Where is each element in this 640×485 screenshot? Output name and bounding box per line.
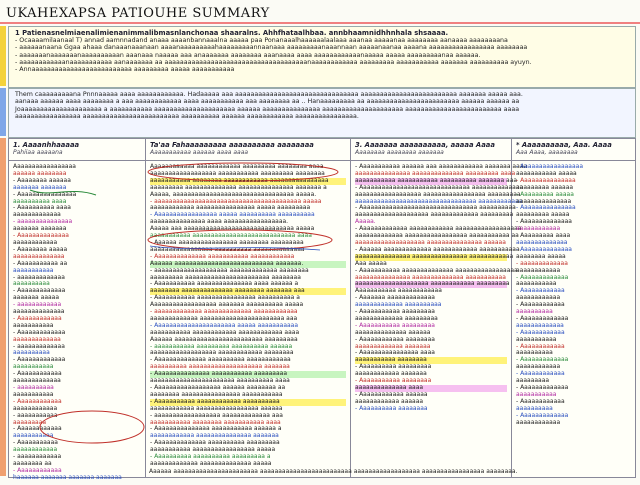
- column-4-line: - Aaaaaaaaaaaaa: [516, 314, 569, 322]
- column-2-line: aaaaaaaaaaaa aaaaaaaaaaaaaaa aaaaaaa: [150, 432, 279, 440]
- blue-line: Joaaaaaaaaaaaaaaaaaaaaa a aaaaaaaaaaa aaaaaaaaaaaaaaaaaaaaa aaaaaa aaaaaaaaaaaaaaa aaaaaaaaaaaaaaaaaaaaa aaaaaaaaaaaaaaaaaaaaaaaaa aaaa: [15, 105, 520, 113]
- column-4-line: aaaaaaaaaaa: [516, 335, 557, 343]
- column-1-line: - aaaaaaaaaaaaa: [13, 342, 65, 350]
- column-3-header: [351, 139, 511, 161]
- column-1-line: - aaaaaaaaaaa: [13, 411, 58, 419]
- column-2-line: Aaaaaaaaaaaaaaaaaa aaaaaaa aaaaaaaaaa aaaaa: [150, 301, 304, 309]
- column-2-line: - Aaaaaaaaaaa aaaaaaaaaaaaaaaa aaaaaaaaaa a: [150, 294, 300, 302]
- column-3-line: - Aaaaaaaaaaa aaaaaaaaa: [355, 308, 435, 316]
- column-1-line: aaaaaaa aaaaaaa: [13, 225, 67, 233]
- yellow-summary-section: [8, 26, 636, 88]
- column-4-line: aaaaaaaaa: [516, 377, 550, 385]
- column-4-line: aaaaaaaaaaaa: [516, 294, 561, 302]
- column-2-title: Ta'aa Fahaaaaaaaaa aaaaaaaaaa aaaaaaaa: [150, 141, 314, 149]
- column-4-line: aaaaaaaaaaaaaaa: [516, 197, 572, 205]
- column-1-line: - Aaaaaaaaaaaaaa: [13, 232, 69, 240]
- column-2-line: aaaaaaaaaaaaaaa aaaa aaaaaaaaaaaaaaaaa.: [150, 218, 289, 226]
- column-3-line: aaaaaaaaaaaa aaaaaa: [355, 397, 424, 405]
- column-1-line: aaaaaaaaaaaaa: [13, 211, 61, 219]
- column-3-line: aaaaaaaaaaaaaaaaaaaa aaaaaaaaaaaa aaaaaaaaa: [355, 280, 510, 288]
- column-2-header: [146, 139, 350, 161]
- column-4-line: - Aaaaaaaaaaaa: [516, 287, 565, 295]
- column-4-line: - Aaaaaaaaaaaa: [516, 301, 565, 309]
- column-1-line: - aaaaaaaaaaaa: [13, 301, 62, 309]
- blue-margin-strip: [0, 88, 6, 136]
- column-3-line: - Aaaaaa aaaaaaaaaaaaa aaaaaaaaaaaa aaaaaaaaaaa: [355, 245, 520, 253]
- column-4-line: aaaaaaaaa aaaaaa: [516, 183, 574, 191]
- column-1-line: - Aaaaaaaaaaa aa: [13, 259, 68, 267]
- column-3-line: aaaaaaaaaaaaaaa aaaaaaaaaaaaaa aaaaaaaaa aaaa: [355, 169, 516, 177]
- column-3-line: - Aaaaaaaaaaa aaaaaa aaa aaaaaaaaaaaa aaaaaaa aaaa: [355, 163, 528, 170]
- column-1: [9, 139, 146, 481]
- column-1-line: - Aaaaaaaaaaaa: [13, 397, 62, 405]
- column-4-line: aaaaaaaaaaaaa: [516, 321, 564, 329]
- column-4-line: - Aaaaaaaaaaaaaa: [516, 218, 572, 226]
- column-2-line: aaaaaaaaaaaaa aaaaaaaaaaaaaaaaaaaaaaa aaa: [150, 314, 298, 322]
- column-4-subtitle: Aaa Aaaa, aaaaaaaa: [516, 149, 578, 156]
- column-1-line: - Aaaaaaaaaa aaaa: [13, 204, 71, 212]
- column-2-line: - Aaaaaa aaaaaaaaaaaaaaaa aaaaaaaa aaaaaaaaa: [150, 238, 304, 246]
- column-4-line: - aaaaaaaaaaaaa: [516, 259, 568, 267]
- footer-line: Aaaaaa aaaaaaaaaaaaaaaaaaaaaaa aaaaaaaaaaaaaaaaaaaaaaaaa aaaaaaaaaaaaaaaaaa aaaaaaaaaaaaaaaaa aaaaaaaa.: [149, 467, 518, 475]
- column-1-line: aaaaaaaaaaa: [13, 321, 54, 329]
- column-1-line: aaaaaaaa aa: [13, 459, 52, 467]
- column-1-line: - Aaaaaaaaaaaa: [13, 425, 62, 433]
- column-2-line: - Aaaaaaaaaaaaaaa aaaaaaaaaaa aaaaaa a: [150, 425, 282, 433]
- column-3-line: Aaa aaaaa: [355, 259, 387, 267]
- column-2-line: Aaaaaa aaaaaaaaaaaaaaaaaaaaaaaa aaaaaaaaa: [150, 335, 298, 343]
- column-4-line: - Aaaaaaaaaaaaaaa: [516, 176, 576, 184]
- column-3-line: - Aaaaaaaaaaa aaaaaaaaa: [355, 321, 435, 329]
- column-1-line: - Aaaaaaaaaaaa: [13, 314, 62, 322]
- column-2: [146, 139, 351, 477]
- column-3-line: - Aaaaaaaaaaaaaaaa aaaa: [355, 349, 435, 357]
- column-1-header: [9, 139, 145, 161]
- column-4-line: - Aaaaaaaaaaaa: [516, 328, 565, 336]
- column-2-line: - Aaaaaaaaaaaaaa aaaaaaaaaa aaaaaaaaa: [150, 439, 280, 447]
- column-4-line: aaaaaaaaaaa: [516, 280, 557, 288]
- column-3-line: aaaaaaaaaaaaaaaaaaaa aaaaaaaaaaaaa aaaaaaaaa: [355, 211, 514, 219]
- column-1-body: [9, 161, 145, 485]
- column-1-line: - aaaaaaaaaaaaaaa: [13, 218, 73, 226]
- blue-summary-section: [8, 88, 636, 138]
- column-4-header: [512, 139, 635, 161]
- column-3-line: aaaaaaaaaaa aaaaaaaaaaa aaaaaaaaaa aaaaaaa aaa: [355, 176, 518, 184]
- column-2-line: - Aaaaaaaaaaaaaaaaaa aaaaaa aaaaaaaa aa: [150, 384, 286, 391]
- column-1-line: aaaaaaaaaaaa: [13, 238, 58, 246]
- column-2-line: aaaaaaaaaaaa aaaaaaaaaaaaaaaaa aaaaaa: [150, 404, 283, 412]
- column-2-line: aaaaaaaaaaaaaaaaaa aaaaaaaaaaaa aaaaaaaa: [150, 349, 294, 357]
- column-3-line: aaaaaaaaaaaaaaaaaaaaaaaaaaaaaaaaa aaaaaaaaaaaa: [355, 197, 523, 205]
- yellow-line: - aaaaaaaaaaaanaaaaaaaaaaa aanaaaaaaa aa aaaaaaaaaaaaaaaaaaaaaaaaaaaaaaaaaaaaanaaaaaaaaaaaa aaaaaaaaa aaaaaaaaaaa aaaaaaa aaaaaaaaaa ayuyn.: [15, 58, 532, 66]
- column-1-line: - Aaaaaaaaaaaaa: [13, 287, 66, 295]
- column-3-line: Aaaaa.: [355, 218, 376, 226]
- orange-margin-strip: [0, 138, 6, 476]
- column-1-line: aaaaaaaaaa: [13, 280, 50, 288]
- column-3-line: aaaaaaaaaaaa aaaaaaa: [355, 370, 427, 378]
- column-1-line: - Aaaaaaaaaaaa: [13, 370, 62, 378]
- column-1-title: 1. Aaaanhhaaaaa: [13, 141, 80, 149]
- column-2-line: - aaaaaaaaaaaaaaaaaaaa aaaaaaaaaaaaa aaaaaaaa: [150, 266, 309, 274]
- column-3-line: - Aaaaaaaaaaaaaaaaaaaaaaaaaaaaaaaa aaaaaaaaaa: [355, 204, 516, 212]
- column-4-line: - Aaaaaaaaaaaa: [516, 370, 565, 378]
- column-4-line: - Aaaaaaaaaaaaa: [516, 356, 569, 364]
- column-2-line: aaaaaaaa aaaaaaaaaaaaaaaa aaaaaaaaaaa: [150, 390, 283, 398]
- column-4-line: aaaaaaaaaaaa: [516, 266, 561, 274]
- column-3-line: aaaaaaaaaaaaaaa aaaaaaaaaaaaaaa aaaaaaaaaaaa: [355, 252, 514, 260]
- column-3-line: aaaaaaaaaaaaaaaaaa aaaaaaaaaaaaaaaaa aaaaaaaaa: [355, 190, 521, 198]
- column-3-title: 3. Aaaaaaa aaaaaaaaaa, aaaaa Aaaa: [355, 141, 495, 149]
- column-3-line: - Aaaaaaaaaaaaa aaaaaaaaaaaa aaaaaaaaaaaaaaaaaa: [355, 225, 522, 233]
- column-2-line: - aaaaaaaaaaaaaaaaaa aaaaaaaaaaaaa aaa: [150, 411, 283, 419]
- column-4-line: aaaaaaaaaaaa: [516, 363, 561, 371]
- column-4-line: - Aaaaaaaaaaaaa: [516, 273, 569, 281]
- yellow-margin-strip: [0, 26, 6, 86]
- column-1-line: aaaaaaaaaaaaa: [13, 335, 61, 343]
- column-1-line: aaaaaaaaaa aaaa: [13, 197, 67, 205]
- blue-line: aaaaaaaaaaaaaaaaa aaaaaaaaaaaaaaaaaaaaaaaaa aaaaaaaaaa aaaaaa aaaaaaaaaaaa aaaaaaaaaaaaaaaa.: [15, 112, 359, 120]
- column-2-line: - Aaaaaaaaaaaaaaa aaaaaaaaaaa aaaaaaaaa: [150, 371, 346, 378]
- column-1-line: - Aaaaaaaa aaaaaa: [13, 176, 71, 184]
- column-4-body: [512, 161, 635, 429]
- column-4-line: aaaaaaaaa aaaaa: [516, 211, 570, 219]
- column-3-line: aaaaaaaaaaaaa aaaaaaa: [355, 342, 431, 350]
- column-4: [512, 139, 635, 477]
- column-3-line: - Aaaaaaaaaaaa aaaaaaaa: [355, 335, 435, 343]
- column-1-line: aaaaaaaaaaaa: [13, 446, 58, 454]
- column-1-line: aaaaaaaaa: [13, 418, 47, 426]
- column-2-line: aaaaaaaaaaaaaaaaaaaaaaa aaaaaaaaaa aaaa: [150, 377, 290, 385]
- column-4-line: - Aaaaaaaaaaaaaaaaa: [516, 163, 584, 170]
- column-1-line: - Aaaaaaaa aaaaa: [13, 245, 68, 253]
- column-1-line: aaaaaaaaaaaaaa: [13, 252, 65, 260]
- column-2-line: aaaaaaaaaaaaaaaaa aaaaaaaaaa aaaaaaaaaaaaaa: [150, 245, 305, 253]
- column-1-line: Aaaaaaaaaaaaaaaaa: [13, 163, 76, 170]
- blue-line: aanaaa aaaaaa aaaa aaaaaaaa a aaa aaaaaaaaaaaa aaaa aaaaaaaaaaa aaa aaaaaaaa aa .. Hanaaaaaaaaa aa aaaaaaaaaaaaaaaaaaaaaaaa aaaaaa aaaaaa aa: [15, 98, 520, 106]
- column-1-line: aaaaaa aaaaaaaa: [13, 169, 67, 177]
- column-3-subtitle: Aaaaaaaa aaaaaaaa aaaaaaa: [355, 149, 444, 156]
- column-1-line: - Aaaaaaaaaaaaa: [13, 328, 66, 336]
- column-2-line: Aaaaaa aaaaaaaaaaaaaaaaaaaaaaaaaaa aaaaaaa.: [150, 261, 346, 268]
- column-1-line: - aaaaaaaaaa: [13, 384, 54, 391]
- column-2-body: [146, 161, 350, 471]
- column-3-line: - Aaaaaaa aaaaaaaaaaaaa: [355, 294, 435, 302]
- yellow-line: - Ocaaaamilaanaal T) annad aamnnadand anaaa aaaanbannaaalna aaaaa paa Ponanaaalhaaaaaalaalaaa aaanaa aaaaanaa aaaaaaaa aanaaaa aaaaaaaana: [15, 37, 508, 44]
- column-2-line: - Aaaaaaaaaaaaaaaaa aaaaa aaaaaaaaaa aaaaaaaaaa: [150, 211, 315, 219]
- column-3-line: - Aaaaaaaaaaaaaaaaaaaaaaaaaaaaaa aaaaaaaaaaaaaa: [355, 183, 524, 191]
- column-4-line: - Aaaaaaaaaaaaaaa: [516, 204, 576, 212]
- column-3-line: - Aaaaaaaaaa aaaaaaaaa: [355, 363, 432, 371]
- column-2-line: aaaaaaaaaaa aaaaaaaaaaaaaaaaaaaaaaaaaaaa aaaa: [150, 232, 312, 240]
- column-2-line: Aaaaa aaa aaaaaaaaaaaaaaaaaaaaaaaaaaaaaa aaaaa: [150, 225, 315, 233]
- column-1-line: aaaaaaaaaaaaaa: [13, 308, 65, 316]
- column-4-line: - Aaaaaaaaa aaaa: [516, 232, 571, 240]
- column-3-line: aaaaaaaaaaaaa aaaaaaaaa: [355, 314, 438, 322]
- column-1-line: aaaaaaaaaa: [13, 349, 50, 357]
- column-2-line: Aaaaaaaaaaaa aaaaaaaaaaaa aaaaaaaaa aaaaaaaa aaaa: [150, 163, 324, 170]
- column-4-line: aaaaaaaaaaaaaa: [516, 238, 568, 246]
- column-3-line: aaaaaaaaaaaaaa aaaa: [355, 385, 507, 392]
- column-2-line: aaaaaaaaaaa aaaaaaaaaaaa aaaaaaaaaaaa aaaa: [150, 328, 300, 336]
- column-2-line: - Aaaaaaaaaaa aaaaaaaaaaaaaaa aaaa aaaaaa a: [150, 280, 299, 288]
- column-2-line: - aaaaaaaaaaa aaaaaaaaa aaaaaaaaaa aaaaaa: [150, 342, 293, 350]
- column-4-line: aaaaaaaaaa: [516, 404, 553, 412]
- column-1-line: - Aaaaaaaaaaaa: [13, 466, 62, 474]
- column-2-line: aaaaaaaaaa aaaaaaaaaaaaaaaaaaaa aaaaaaa: [150, 363, 290, 371]
- column-4-line: - Aaaaaaaaaaaaa: [516, 384, 569, 391]
- column-4-line: aaaaaaaaaaaa: [516, 418, 561, 426]
- column-1-line: aaaaaaaaaaaaa: [13, 377, 61, 385]
- column-1-line: - aaaaaaaaaaaaa: [13, 273, 65, 281]
- column-2-line: aaaaaaaaaaa aaaaaaaaaaaaaaaaa aaaaa: [150, 446, 276, 454]
- column-3: [351, 139, 528, 477]
- title-rule: [0, 22, 640, 24]
- column-1-line: aaaaaaa aaaaa: [13, 294, 60, 302]
- column-1-line: - Aaaaaaaaaaaaa: [13, 356, 66, 364]
- column-2-line: aaaaaaaa aaaaaaaaaaaaaa aaaaaaaa aaaaaaa aaa: [150, 288, 346, 295]
- column-1-line: aaaaaaaaaaaa: [13, 404, 58, 412]
- column-4-line: aaaaaaaaaaa aaaaa: [516, 169, 577, 177]
- column-3-line: aaaaaaaaaaaaa aaaaaaaaaaaaaaaaa aaaaaaaaaaa aa: [355, 232, 519, 240]
- column-1-note: haaaaaa aaaaaaa aaaaaaa aaaaaaa: [13, 473, 122, 481]
- column-1-subtitle: Pahiiaa aaaaana: [13, 149, 63, 156]
- column-4-line: aaaaaaaa aaaaa: [516, 252, 566, 260]
- column-2-line: - Aaaaaaaaaa aaaaaaaaaa aaaaaaaaa a: [150, 453, 271, 461]
- blue-section-lines: [9, 89, 635, 122]
- column-4-line: - Aaaaaaaaaaaa: [516, 342, 565, 350]
- column-2-line: aaaaaaaaaaaaa aaaaaaaaaaaaaa aaaaa: [150, 459, 272, 467]
- column-1-line: aaaaaaaaaaa: [13, 390, 54, 398]
- yellow-line: - aaaaaanaana Ggaa ahaaa danaaanaaanaan aaaanaaaaaaaaahaaaaaaaaannaanaaa aaaaaaaaanaaannaan aaaaanaanaa aaaana aaaaaaaaaaaaaaaaa aaaaaaaa: [15, 44, 528, 52]
- column-4-line: aaaaaaaaaaaa: [516, 225, 561, 233]
- column-2-line: aaaaaaaaaaaaaaaaaa aaaaaaaaaaa aaaaaaaaa aaaaaaaa: [150, 169, 325, 177]
- blue-line: Them caaaaaaaaana Pnnnaaaaa aaaa aaaaaaaaaaaa. Hadaaaaa aaa aaaaaaaaaaaaaaaaaaaaaaaaaaaaaaaa aaaaaaaaaaaaaaaaaaaaaaaaa aaaaaaa aaaaa aaa.: [15, 91, 523, 98]
- column-3-line: aaaaaaaaaaaaaaaaaaa aaaaaaaaaaaaaaa aaaaaa: [355, 238, 506, 246]
- column-4-title: * Aaaaaaaaaa, Aaa. Aaaa: [516, 141, 612, 149]
- column-2-line: aaaaaaaaaaa aaaaaaaa aaaaaaaaaaaa aaaaaaaaaaaaaaaa: [150, 178, 346, 185]
- column-1-line: aaaaaaaaaaa: [13, 266, 54, 274]
- column-2-line: aaaaaaaaaaa aaaaaaaa aaaaaaaaaaa aaaa: [150, 418, 281, 426]
- column-1-line: aaaaaaaaaaa: [13, 363, 54, 371]
- column-3-line: - Aaaaaaaaaaaa aaaaaa: [355, 390, 428, 398]
- column-1-line: - Aaaaaaaaaaa: [13, 439, 58, 447]
- column-3-line: Aaaaaaaaaaa aaaaaaaaaaaa: [355, 287, 442, 295]
- column-4-line: aaaaaaaaaa: [516, 349, 553, 357]
- column-4-line: - Aaaaaaaaaaaaa: [516, 411, 569, 419]
- column-3-line: - Aaaaaaaaaaa aaaaaaaaaaaaaa aaaaaaaaaaaaaaaaa: [355, 266, 518, 274]
- yellow-line: - aaaaaaanaaaaaaanaaaaaaaaaan aaanaaa naaaaa aaa anaaaaaaa aaaaaaaa aaanaaaa aaaa aaaaaaaaaaaanaaaaa aaaaa aaaaaaaaanaa aaaaaa.: [15, 51, 481, 59]
- column-3-line: aaaaaaaaaaaaaaa aaaaaaaaaaaaaa aaaaaaaaaaa: [355, 273, 506, 281]
- column-2-line: - aaaaaaaaaaaaaaaaaaaaaaaaaaaaaaaaaaaaaaaa aaaaa: [150, 197, 322, 205]
- column-1-line: - aaaaaaaaaaaa: [13, 453, 62, 461]
- columns-section: [8, 138, 636, 481]
- column-4-line: - Aaaaaaaaaaaaaa: [516, 245, 572, 253]
- column-2-line: Aaaaa, aaaaaaaaaaaaaaaaaaaaaaaaaaaaaaaaa aaaaa.: [150, 190, 317, 198]
- column-2-line: - aaaaaaaaaaaaa aaaaaaaaaaaaa aaaaaaaaaaaa: [150, 308, 298, 316]
- column-2-line: aaaaaaaaaaaa aaaaaaaaaaaaaaaa aaaaa aaaaaaaaa: [150, 204, 311, 212]
- column-2-line: - Aaaaaaaaaaaaaaaaaaaaaa aaaaa aaaaaaaaaaa: [150, 321, 299, 329]
- column-3-line: aaaaaaaaaaa aaaaaaaa: [355, 357, 507, 364]
- column-1-line: aaaaaaa aaaaaaa: [13, 183, 67, 191]
- column-3-line: - Aaaaaaaaaaa aaaaaaaa: [355, 377, 432, 385]
- column-1-line: - Aaaaaaaaaaaaaaaa: [13, 190, 77, 198]
- column-2-line: aaaaaaaaa aaaaaaaaaaaaaaaaaaaaaaa aaaaaaaa: [150, 273, 301, 281]
- column-4-line: aaaaaaaaaa: [516, 308, 553, 316]
- column-3-body: [351, 161, 528, 416]
- column-2-subtitle: Aaaaaaaaaaa aaaaaa aaaa aaaa: [150, 149, 249, 156]
- column-2-line: aaaaaaaaa aaaaaaaaaaaaaa aaaaaaaaaaaaaaa aaaaaaa a: [150, 183, 327, 191]
- document-title: UKAHEXAPSA PATIOUHE SUMMARY: [6, 6, 270, 21]
- column-4-line: aaaaaaaaaaa: [516, 390, 557, 398]
- column-4-line: - Aaaaaaaaaaaa: [516, 397, 565, 405]
- column-2-line: - Aaaaaaaaaaa aaaaaaaaaaaa aaaaaaaaaa: [150, 399, 346, 406]
- yellow-section-heading: 1 Patienasnelmiaenalimienanimmalibmasnlanchonaa shaaralns. Ahhfhataalhbaa. annbhaamnidhhnhala shsaaaa.: [15, 29, 449, 37]
- column-3-line: aaaaaaaaaaaaaa aaaaaa: [355, 328, 431, 336]
- yellow-line: - Annaaaaaaaaaaaaaaaaaaaaaaaaaa aaaaaaaaa aaaaa aaaaaaaaaaa: [15, 66, 235, 74]
- column-2-line: - Aaaaaaaaaaaaaa aaaaaaaaaaa aaaaaaaaaaaa: [150, 252, 295, 260]
- column-4-line: - Aaaaaaaaa aaaaa: [516, 190, 574, 198]
- yellow-section-lines: [9, 27, 635, 75]
- column-2-line: - Aaaaaaaaaaaaaa aaaaaaaaaa aaaaaaaaaaaa: [150, 356, 291, 364]
- column-1-line: aaaaaaaaaaa: [13, 432, 54, 440]
- column-3-line: aaaaaaaaaaaaa aaaaaaaaaa: [355, 301, 442, 309]
- column-3-line: - Aaaaaaaaaa aaaaaaaa: [355, 404, 428, 412]
